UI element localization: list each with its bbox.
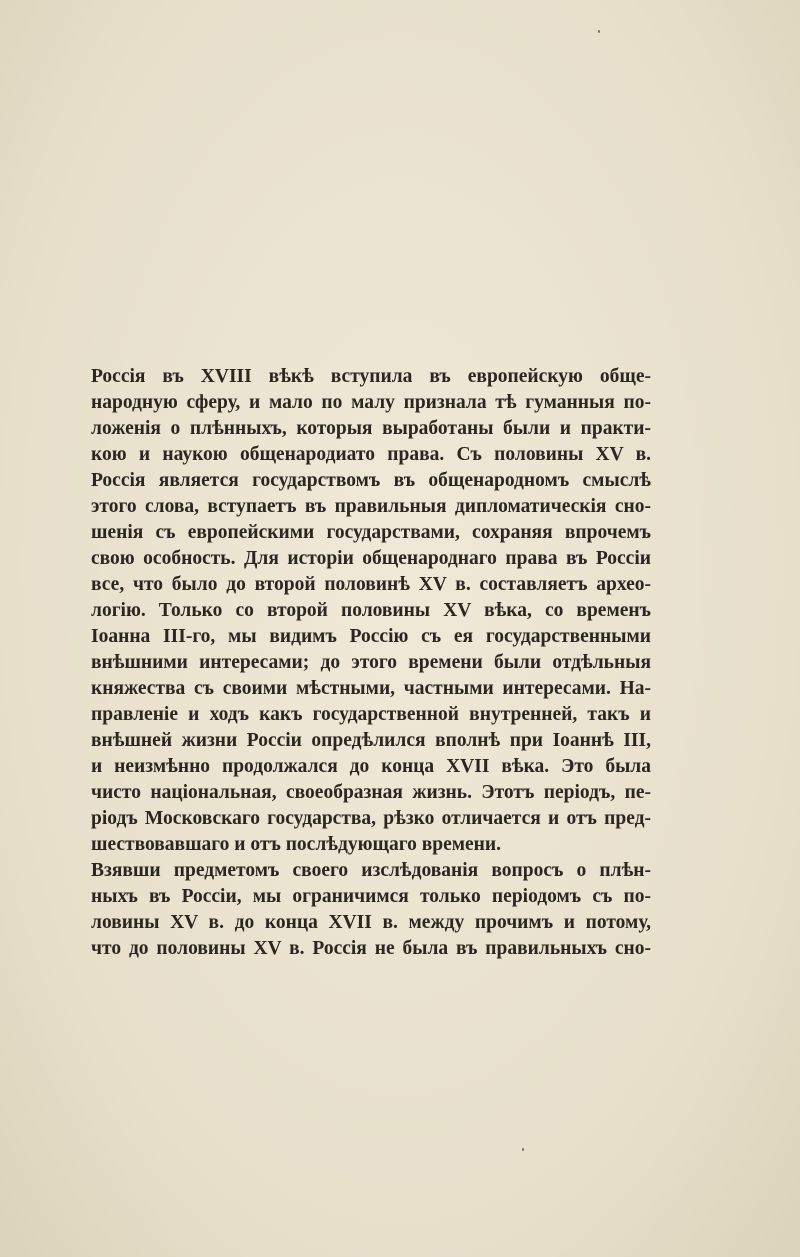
paper-speck [522, 1148, 524, 1151]
text-line: Россія въ XVIII вѣкѣ вступила въ европейскую обще- [91, 366, 651, 387]
text-line: чисто національная, своеобразная жизнь. Этотъ періодъ, пе- [91, 782, 651, 803]
text-line: ныхъ въ Россіи, мы ограничимся только періодомъ съ по- [91, 886, 651, 907]
text-line: народную сферу, и мало по малу признала тѣ гуманныя по- [91, 392, 651, 413]
text-line: Іоанна III-го, мы видимъ Россію съ ея государственными [91, 626, 651, 647]
text-line: княжества съ своими мѣстными, частными интересами. На- [91, 678, 651, 699]
text-line: Взявши предметомъ своего изслѣдованія вопросъ о плѣн- [91, 860, 651, 881]
text-line: ложенія о плѣнныхъ, которыя выработаны были и практи- [91, 418, 651, 439]
text-line: ріодъ Московскаго государства, рѣзко отличается и отъ пред- [91, 808, 651, 829]
text-line: свою особность. Для исторіи общенароднаго права въ Россіи [91, 548, 651, 569]
text-line: шествовавшаго и отъ послѣдующаго времени. [91, 834, 502, 855]
text-line: кою и наукою общенародиато права. Съ половины XV в. [91, 444, 651, 465]
text-line: правленіе и ходъ какъ государственной внутренней, такъ и [91, 704, 651, 725]
text-line: внѣшними интересами; до этого времени были отдѣльныя [91, 652, 651, 673]
text-line: логію. Только со второй половины XV вѣка, со временъ [91, 600, 651, 621]
text-line: все, что было до второй половинѣ XV в. составляетъ архео- [91, 574, 651, 595]
text-line: что до половины XV в. Россія не была въ правильныхъ сно- [91, 938, 651, 959]
text-line: ловины XV в. до конца XVII в. между прочимъ и потому, [91, 912, 651, 933]
body-text [91, 364, 651, 962]
text-line: внѣшней жизни Россіи опредѣлился вполнѣ при Іоаннѣ III, [91, 730, 651, 751]
paper-speck [598, 30, 600, 33]
text-line: и неизмѣнно продолжался до конца XVII вѣка. Это была [91, 756, 651, 777]
text-line: Россія является государствомъ въ общенародномъ смыслѣ [91, 470, 651, 491]
text-line: шенія съ европейскими государствами, сохраняя впрочемъ [91, 522, 651, 543]
text-line: этого слова, вступаетъ въ правильныя дипломатическія сно- [91, 496, 651, 517]
